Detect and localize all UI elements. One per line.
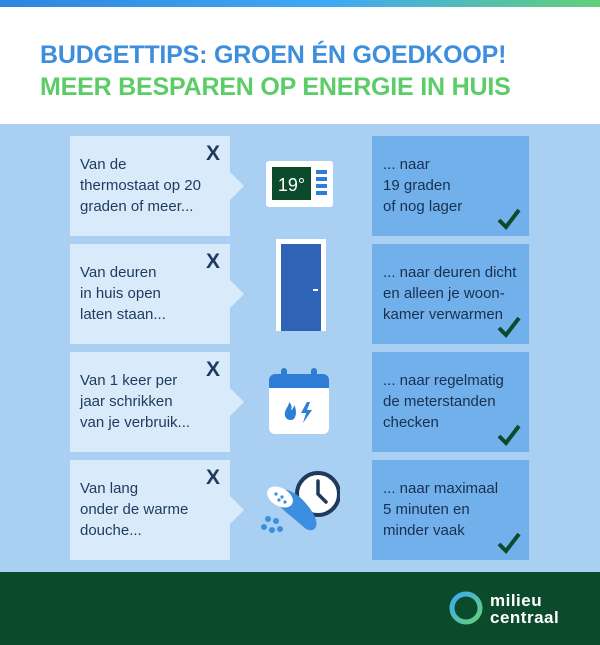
check-icon (497, 208, 521, 230)
door-icon (276, 239, 326, 331)
milieu-centraal-logo-icon (449, 591, 483, 625)
wrong-icon: X (205, 250, 220, 273)
check-icon (497, 316, 521, 338)
arrow-right-icon (230, 496, 244, 524)
logo-text-centraal: centraal (490, 608, 560, 627)
arrow-right-icon (230, 172, 244, 200)
tip-to-card-3 (372, 352, 529, 452)
tip-to-card-1 (372, 136, 529, 236)
title-line-1: BUDGETTIPS: GROEN ÉN GOEDKOOP! (40, 41, 507, 69)
arrow-right-icon (230, 388, 244, 416)
tip-to-text: ... naar maximaal 5 minuten en minder vaak (383, 480, 499, 539)
tip-from-text: Van lang onder de warme douche... (80, 480, 189, 539)
tip-to-card-4 (372, 460, 529, 560)
check-icon (497, 532, 521, 554)
tip-from-text: Van 1 keer per jaar schrikken van je verbruik... (80, 372, 191, 431)
header (0, 7, 600, 124)
tip-from-card-1 (70, 136, 230, 236)
title-line-2: MEER BESPAREN OP ENERGIE IN HUIS (40, 73, 511, 101)
tip-to-card-2 (372, 244, 529, 344)
tip-from-card-4 (70, 460, 230, 560)
arrow-right-icon (230, 280, 244, 308)
thermostat-icon (266, 161, 333, 207)
tip-from-text: Van deuren in huis open laten staan... (80, 264, 166, 323)
shower-clock-icon (258, 469, 340, 541)
tip-from-card-3 (70, 352, 230, 452)
wrong-icon: X (205, 142, 220, 165)
tip-to-text: ... naar 19 graden of nog lager (383, 156, 463, 215)
tip-to-text: ... naar deuren dicht en alleen je woon- kamer verwarmen (383, 264, 517, 323)
tip-from-card-2 (70, 244, 230, 344)
check-icon (497, 424, 521, 446)
calendar-energy-icon (267, 366, 331, 436)
tip-from-text: Van de thermostaat op 20 graden of meer... (80, 156, 201, 215)
wrong-icon: X (205, 466, 220, 489)
thermostat-display-text: 19° (277, 175, 306, 195)
logo-text-milieu: milieu (490, 591, 543, 610)
top-gradient-bar (0, 0, 600, 7)
wrong-icon: X (205, 358, 220, 381)
tip-to-text: ... naar regelmatig de meterstanden checken (383, 372, 504, 431)
